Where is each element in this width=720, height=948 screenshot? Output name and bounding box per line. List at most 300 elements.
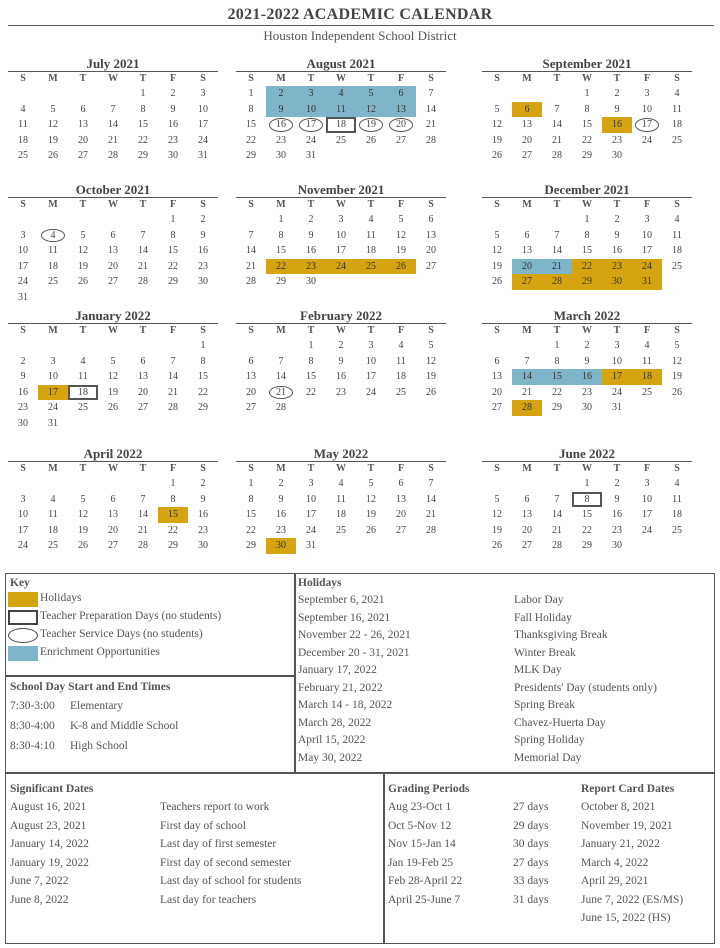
calendar-day: 29 bbox=[168, 540, 178, 552]
calendar-day: 4 bbox=[38, 228, 68, 244]
weekday-header: S bbox=[674, 463, 680, 474]
significant-date: June 7, 2022 bbox=[10, 875, 69, 887]
calendar-day: 14 bbox=[108, 119, 118, 131]
calendar-day: 7 bbox=[554, 229, 560, 241]
calendar-day: 22 bbox=[168, 524, 178, 536]
calendar-day: 14 bbox=[426, 493, 436, 505]
calendar-day: 28 bbox=[246, 276, 256, 288]
calendar-day: 16 bbox=[198, 509, 208, 521]
significant-dates-section bbox=[5, 772, 385, 944]
calendar-day: 5 bbox=[110, 355, 116, 367]
calendar-day: 8 bbox=[170, 493, 176, 505]
weekday-header: S bbox=[494, 199, 500, 210]
calendar-day: 17 bbox=[642, 245, 652, 257]
calendar-day: 18 bbox=[396, 371, 406, 383]
weekday-header: W bbox=[108, 463, 118, 474]
calendar-day: 13 bbox=[246, 371, 256, 383]
calendar-day: 20 bbox=[78, 134, 88, 146]
significant-label: Last day of school for students bbox=[160, 875, 302, 887]
calendar-day: 15 bbox=[306, 371, 316, 383]
calendar-day: 7 bbox=[170, 355, 176, 367]
calendar-day: 1 bbox=[584, 88, 590, 99]
calendar-day: 21 bbox=[138, 524, 148, 536]
calendar-day: 6 bbox=[494, 355, 500, 367]
calendar-day: 22 bbox=[246, 524, 256, 536]
calendar-day: 16 bbox=[336, 371, 346, 383]
grading-days: 27 days bbox=[513, 856, 549, 869]
calendar-day: 6 bbox=[428, 214, 434, 225]
calendar-day: 24 bbox=[306, 134, 316, 146]
calendar-day: 26 bbox=[492, 540, 502, 552]
calendar-day: 28 bbox=[552, 540, 562, 552]
holiday-date: March 14 - 18, 2022 bbox=[298, 699, 393, 711]
calendar-day: 19 bbox=[366, 509, 376, 521]
weekday-header: T bbox=[139, 325, 147, 336]
weekday-header: S bbox=[494, 463, 500, 474]
empty-day bbox=[512, 476, 542, 492]
calendar-day: 21 bbox=[138, 260, 148, 272]
calendar-day: 20 bbox=[246, 386, 256, 398]
calendar-day: 22 bbox=[246, 134, 256, 146]
weekday-header: S bbox=[20, 73, 26, 84]
calendar-day: 7 bbox=[428, 478, 434, 489]
month-days-grid bbox=[482, 462, 692, 554]
month-days-grid bbox=[482, 324, 692, 416]
calendar-day: 13 bbox=[396, 493, 406, 505]
calendar-day: 11 bbox=[18, 119, 28, 131]
calendar-day: 3 bbox=[644, 214, 650, 225]
month-november-2021 bbox=[236, 183, 446, 290]
calendar-day: 10 bbox=[366, 355, 376, 367]
month-august-2021 bbox=[236, 57, 446, 164]
significant-date: June 8, 2022 bbox=[10, 893, 69, 906]
calendar-day: 13 bbox=[78, 119, 88, 131]
calendar-day: 13 bbox=[522, 509, 532, 521]
calendar-day: 12 bbox=[78, 509, 88, 521]
calendar-day: 2 bbox=[614, 214, 620, 225]
weekday-header: S bbox=[248, 199, 254, 210]
calendar-day: 4 bbox=[338, 478, 344, 489]
enrichment-swatch bbox=[8, 646, 38, 661]
calendar-day: 9 bbox=[584, 355, 590, 367]
calendar-day: 9 bbox=[614, 229, 620, 241]
calendar-day: 8 bbox=[170, 229, 176, 241]
empty-day bbox=[542, 476, 572, 492]
holiday-date: December 20 - 31, 2021 bbox=[298, 646, 410, 659]
calendar-day: 21 bbox=[426, 509, 436, 521]
key-item-enrichment: Enrichment Opportunities bbox=[40, 646, 160, 658]
calendar-day: 7 bbox=[140, 229, 146, 241]
grading-days: 29 days bbox=[513, 819, 549, 832]
calendar-day: 26 bbox=[108, 402, 118, 414]
weekday-header: T bbox=[553, 463, 561, 474]
calendar-day: 17 bbox=[602, 369, 632, 385]
page-subtitle: Houston Independent School District bbox=[263, 28, 457, 43]
calendar-day: 1 bbox=[584, 478, 590, 489]
weekday-header: W bbox=[582, 73, 592, 84]
calendar-day: 24 bbox=[306, 524, 316, 536]
calendar-day: 11 bbox=[336, 493, 346, 505]
weekday-header: T bbox=[553, 199, 561, 210]
calendar-day: 12 bbox=[396, 229, 406, 241]
calendar-day: 11 bbox=[672, 103, 682, 115]
significant-label: Last day for teachers bbox=[160, 893, 257, 906]
calendar-day: 29 bbox=[582, 150, 592, 162]
calendar-day: 6 bbox=[386, 86, 416, 102]
weekday-header: W bbox=[582, 463, 592, 474]
weekday-header: W bbox=[108, 73, 118, 84]
significant-label: Teachers report to work bbox=[160, 801, 270, 813]
empty-day bbox=[158, 338, 188, 354]
weekday-header: T bbox=[139, 199, 147, 210]
school-times-section bbox=[5, 675, 296, 774]
calendar-day: 6 bbox=[248, 355, 254, 367]
month-name: January 2022 bbox=[75, 308, 151, 323]
calendar-day: 21 bbox=[522, 386, 532, 398]
calendar-day: 25 bbox=[642, 386, 652, 398]
empty-day bbox=[68, 212, 98, 228]
weekday-header: T bbox=[367, 199, 375, 210]
calendar-day: 28 bbox=[276, 402, 286, 414]
calendar-day: 31 bbox=[18, 291, 28, 303]
report-card-date: March 4, 2022 bbox=[581, 856, 649, 869]
significant-date: January 19, 2022 bbox=[10, 856, 89, 869]
calendar-day: 20 bbox=[138, 386, 148, 398]
calendar-day: 30 bbox=[276, 150, 286, 162]
calendar-day: 19 bbox=[356, 117, 386, 133]
calendar-day: 6 bbox=[140, 355, 146, 367]
calendar-day: 19 bbox=[78, 260, 88, 272]
calendar-day: 27 bbox=[246, 402, 256, 414]
month-may-2022 bbox=[236, 447, 446, 554]
calendar-day: 9 bbox=[20, 371, 26, 383]
month-days-grid bbox=[482, 198, 692, 290]
calendar-day: 27 bbox=[396, 134, 406, 146]
calendar-day: 21 bbox=[542, 259, 572, 275]
calendar-day: 30 bbox=[266, 538, 296, 554]
calendar-day: 4 bbox=[50, 493, 56, 505]
calendar-day: 3 bbox=[644, 478, 650, 489]
calendar-day: 18 bbox=[672, 509, 682, 521]
calendar-day: 20 bbox=[512, 259, 542, 275]
calendar-day: 17 bbox=[306, 509, 316, 521]
calendar-day: 3 bbox=[308, 478, 314, 489]
empty-day bbox=[512, 212, 542, 228]
calendar-day: 20 bbox=[492, 386, 502, 398]
empty-day bbox=[38, 476, 68, 492]
time-high: 8:30-4:10 bbox=[10, 740, 55, 752]
weekday-header: T bbox=[307, 73, 315, 84]
calendar-day: 17 bbox=[38, 385, 68, 401]
month-name: April 2022 bbox=[83, 446, 143, 461]
key-item-service: Teacher Service Days (no students) bbox=[40, 628, 203, 640]
calendar-day: 22 bbox=[168, 260, 178, 272]
calendar-day: 29 bbox=[198, 402, 208, 414]
calendar-day: 5 bbox=[398, 214, 404, 225]
weekday-header: T bbox=[613, 463, 621, 474]
calendar-day: 7 bbox=[278, 355, 284, 367]
holiday-name: Labor Day bbox=[514, 594, 564, 606]
calendar-day: 15 bbox=[246, 509, 256, 521]
calendar-day: 4 bbox=[398, 340, 404, 351]
calendar-day: 27 bbox=[522, 150, 532, 162]
calendar-day: 6 bbox=[398, 478, 404, 489]
calendar-day: 2 bbox=[20, 355, 26, 367]
weekday-header: T bbox=[613, 325, 621, 336]
weekday-header: T bbox=[79, 73, 87, 84]
calendar-day: 23 bbox=[198, 260, 208, 272]
calendar-day: 26 bbox=[492, 150, 502, 162]
calendar-day: 28 bbox=[426, 524, 436, 536]
calendar-day: 15 bbox=[582, 509, 592, 521]
calendar-day: 31 bbox=[198, 150, 208, 162]
calendar-day: 7 bbox=[554, 103, 560, 115]
weekday-header: M bbox=[48, 463, 58, 474]
calendar-day: 23 bbox=[602, 259, 632, 275]
grading-period: Nov 15-Jan 14 bbox=[388, 838, 456, 850]
calendar-day: 5 bbox=[674, 340, 680, 351]
calendar-day: 7 bbox=[110, 103, 116, 115]
holiday-name: Thanksgiving Break bbox=[514, 629, 608, 641]
weekday-header: T bbox=[613, 73, 621, 84]
empty-day bbox=[38, 212, 68, 228]
calendar-day: 28 bbox=[138, 276, 148, 288]
calendar-day: 9 bbox=[200, 229, 206, 241]
calendar-day: 10 bbox=[642, 493, 652, 505]
calendar-day: 19 bbox=[492, 524, 502, 536]
calendar-day: 15 bbox=[582, 119, 592, 131]
calendar-day: 3 bbox=[200, 88, 206, 99]
calendar-day: 14 bbox=[512, 369, 542, 385]
calendar-day: 8 bbox=[584, 229, 590, 241]
month-march-2022 bbox=[482, 309, 692, 416]
time-elementary: 7:30-3:00 bbox=[10, 700, 55, 712]
calendar-day: 10 bbox=[642, 229, 652, 241]
calendar-day: 13 bbox=[426, 229, 436, 241]
calendar-day: 22 bbox=[552, 386, 562, 398]
calendar-day: 11 bbox=[396, 355, 406, 367]
calendar-day: 31 bbox=[306, 150, 316, 162]
calendar-day: 13 bbox=[138, 371, 148, 383]
weekday-header: S bbox=[494, 73, 500, 84]
holiday-date: November 22 - 26, 2021 bbox=[298, 629, 411, 641]
calendar-day: 14 bbox=[138, 245, 148, 257]
month-days-grid bbox=[236, 324, 446, 416]
significant-label: First day of school bbox=[160, 819, 246, 832]
grading-period: Aug 23-Oct 1 bbox=[388, 801, 452, 813]
calendar-day: 5 bbox=[80, 229, 86, 241]
weekday-header: M bbox=[522, 73, 532, 84]
calendar-day: 25 bbox=[336, 134, 346, 146]
weekday-header: T bbox=[553, 325, 561, 336]
calendar-day: 10 bbox=[18, 245, 28, 257]
calendar-day: 25 bbox=[672, 134, 682, 146]
weekday-header: M bbox=[276, 199, 286, 210]
report-card-date: April 29, 2021 bbox=[581, 875, 649, 887]
month-name: June 2022 bbox=[559, 446, 615, 461]
calendar-day: 30 bbox=[612, 150, 622, 162]
calendar-day: 31 bbox=[632, 274, 662, 290]
calendar-day: 27 bbox=[512, 274, 542, 290]
calendar-day: 8 bbox=[584, 103, 590, 115]
calendar-day: 24 bbox=[18, 276, 28, 288]
calendar-day: 30 bbox=[582, 402, 592, 414]
month-september-2021 bbox=[482, 57, 692, 164]
calendar-day: 6 bbox=[512, 102, 542, 118]
calendar-day: 17 bbox=[18, 524, 28, 536]
calendar-day: 12 bbox=[356, 102, 386, 118]
calendar-day: 9 bbox=[278, 493, 284, 505]
calendar-day: 18 bbox=[336, 509, 346, 521]
calendar-day: 24 bbox=[642, 134, 652, 146]
weekday-header: S bbox=[494, 325, 500, 336]
weekday-header: T bbox=[367, 463, 375, 474]
weekday-header: T bbox=[79, 463, 87, 474]
calendar-day: 20 bbox=[386, 117, 416, 133]
calendar-day: 30 bbox=[602, 274, 632, 290]
month-name: July 2021 bbox=[86, 56, 140, 71]
weekday-header: S bbox=[674, 325, 680, 336]
calendar-day: 27 bbox=[522, 540, 532, 552]
empty-day bbox=[98, 86, 128, 102]
calendar-day: 16 bbox=[612, 509, 622, 521]
calendar-day: 27 bbox=[108, 276, 118, 288]
calendar-day: 22 bbox=[582, 134, 592, 146]
calendar-day: 26 bbox=[386, 259, 416, 275]
report-card-date: January 21, 2022 bbox=[581, 838, 660, 850]
calendar-day: 8 bbox=[308, 355, 314, 367]
calendar-day: 15 bbox=[168, 245, 178, 257]
weekday-header: S bbox=[200, 463, 206, 474]
empty-day bbox=[8, 212, 38, 228]
weekday-header: M bbox=[48, 199, 58, 210]
calendar-day: 6 bbox=[524, 493, 530, 505]
weekday-header: W bbox=[108, 325, 118, 336]
calendar-day: 23 bbox=[612, 134, 622, 146]
calendar-day: 22 bbox=[582, 524, 592, 536]
month-july-2021 bbox=[8, 57, 218, 164]
weekday-header: T bbox=[613, 199, 621, 210]
calendar-day: 8 bbox=[248, 103, 254, 115]
calendar-day: 23 bbox=[18, 402, 28, 414]
calendar-day: 14 bbox=[246, 245, 256, 257]
calendar-day: 7 bbox=[524, 355, 530, 367]
calendar-day: 19 bbox=[48, 134, 58, 146]
calendar-day: 11 bbox=[366, 229, 376, 241]
calendar-day: 6 bbox=[110, 229, 116, 241]
calendar-day: 19 bbox=[426, 371, 436, 383]
weekday-header: S bbox=[248, 73, 254, 84]
calendar-day: 16 bbox=[276, 509, 286, 521]
calendar-day: 30 bbox=[198, 540, 208, 552]
weekday-header: S bbox=[200, 325, 206, 336]
calendar-day: 8 bbox=[140, 103, 146, 115]
month-name: May 2022 bbox=[313, 446, 369, 461]
calendar-day: 11 bbox=[642, 355, 652, 367]
calendar-day: 3 bbox=[20, 229, 26, 241]
weekday-header: F bbox=[397, 199, 405, 210]
calendar-day: 1 bbox=[248, 478, 254, 489]
weekday-header: W bbox=[108, 199, 118, 210]
calendar-day: 12 bbox=[492, 119, 502, 131]
significant-label: First day of second semester bbox=[160, 856, 291, 869]
calendar-day: 6 bbox=[80, 103, 86, 115]
calendar-day: 12 bbox=[492, 509, 502, 521]
calendar-day: 24 bbox=[48, 402, 58, 414]
empty-day bbox=[98, 212, 128, 228]
holiday-date: April 15, 2022 bbox=[298, 734, 366, 746]
calendar-day: 4 bbox=[674, 214, 680, 225]
holiday-name: Memorial Day bbox=[514, 751, 582, 764]
month-days-grid bbox=[8, 462, 218, 554]
calendar-day: 23 bbox=[336, 386, 346, 398]
times-title: School Day Start and End Times bbox=[10, 681, 171, 693]
calendar-day: 19 bbox=[492, 260, 502, 272]
weekday-header: W bbox=[336, 463, 346, 474]
weekday-header: F bbox=[643, 325, 651, 336]
month-april-2022 bbox=[8, 447, 218, 554]
key-title: Key bbox=[10, 577, 30, 589]
weekday-header: T bbox=[307, 199, 315, 210]
weekday-header: F bbox=[397, 463, 405, 474]
empty-day bbox=[128, 212, 158, 228]
empty-day bbox=[542, 212, 572, 228]
calendar-day: 12 bbox=[366, 493, 376, 505]
weekday-header: F bbox=[397, 325, 405, 336]
calendar-day: 28 bbox=[138, 540, 148, 552]
calendar-day: 29 bbox=[552, 402, 562, 414]
prep-day-swatch bbox=[8, 610, 38, 625]
calendar-day: 22 bbox=[138, 134, 148, 146]
calendar-day: 3 bbox=[296, 86, 326, 102]
calendar-day: 9 bbox=[266, 102, 296, 118]
calendar-day: 25 bbox=[18, 150, 28, 162]
calendar-day: 17 bbox=[198, 119, 208, 131]
significant-date: January 14, 2022 bbox=[10, 838, 89, 850]
empty-day bbox=[482, 476, 512, 492]
calendar-day: 24 bbox=[632, 259, 662, 275]
calendar-day: 28 bbox=[512, 400, 542, 416]
calendar-day: 30 bbox=[168, 150, 178, 162]
calendar-day: 22 bbox=[198, 386, 208, 398]
calendar-day: 26 bbox=[78, 540, 88, 552]
calendar-day: 31 bbox=[306, 540, 316, 552]
empty-day bbox=[98, 476, 128, 492]
weekday-header: T bbox=[79, 199, 87, 210]
weekday-header: S bbox=[428, 199, 434, 210]
calendar-day: 1 bbox=[170, 214, 176, 225]
calendar-day: 26 bbox=[426, 386, 436, 398]
significant-date: August 23, 2021 bbox=[10, 819, 87, 832]
grading-days: 30 days bbox=[513, 838, 549, 850]
grading-period: April 25-June 7 bbox=[388, 893, 461, 906]
weekday-header: M bbox=[276, 325, 286, 336]
calendar-day: 5 bbox=[494, 493, 500, 505]
calendar-day: 3 bbox=[20, 493, 26, 505]
calendar-day: 27 bbox=[396, 524, 406, 536]
calendar-day: 8 bbox=[248, 493, 254, 505]
calendar-day: 24 bbox=[612, 386, 622, 398]
calendar-day: 18 bbox=[366, 245, 376, 257]
calendar-day: 16 bbox=[612, 245, 622, 257]
weekday-header: S bbox=[200, 199, 206, 210]
calendar-day: 21 bbox=[552, 134, 562, 146]
calendar-day: 16 bbox=[198, 245, 208, 257]
calendar-day: 12 bbox=[672, 355, 682, 367]
calendar-day: 18 bbox=[672, 245, 682, 257]
calendar-day: 10 bbox=[48, 371, 58, 383]
calendar-day: 25 bbox=[336, 524, 346, 536]
